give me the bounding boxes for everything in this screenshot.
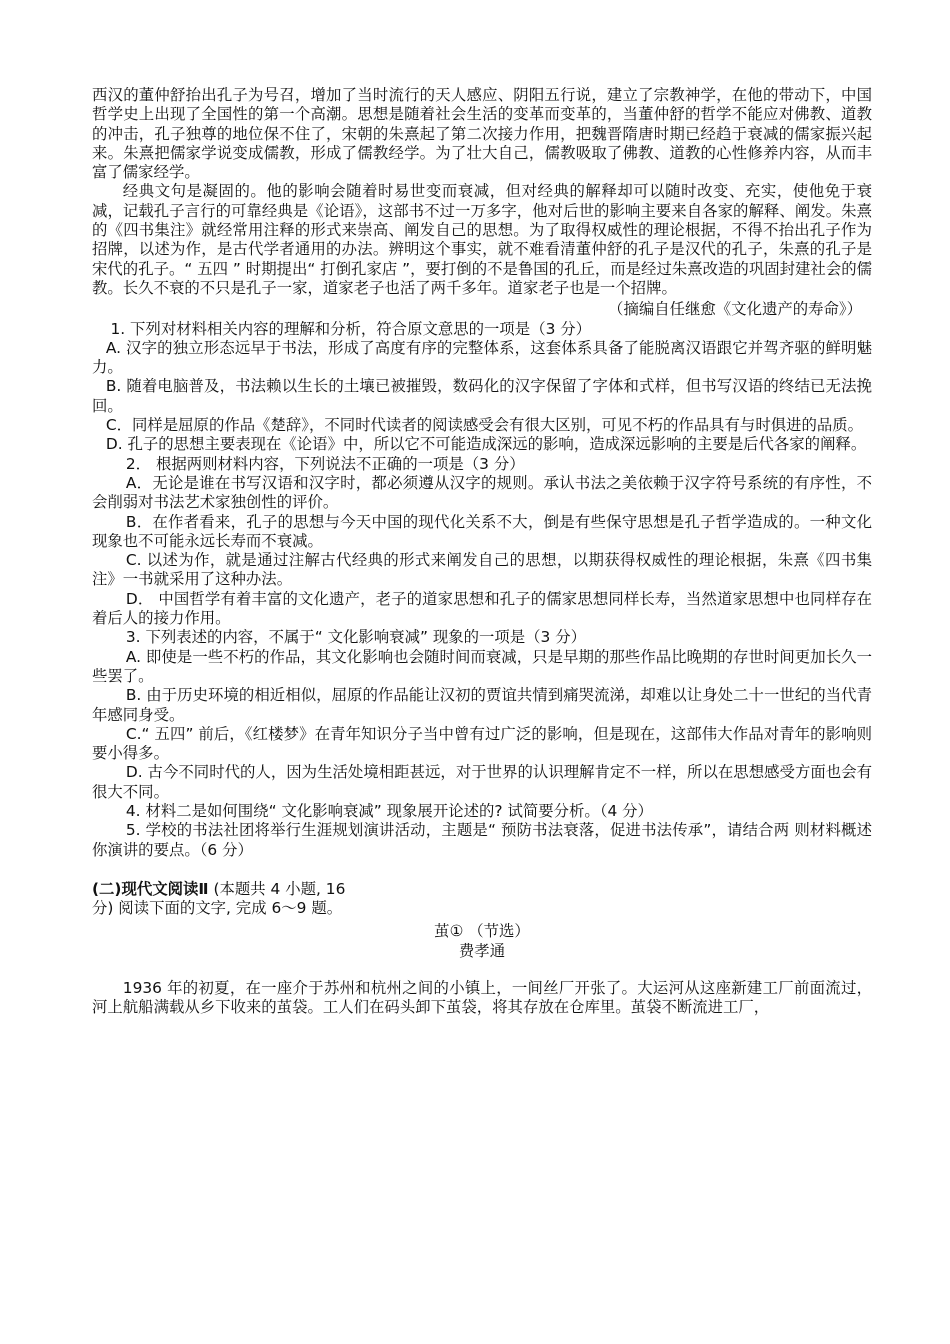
passage-citation: （摘编自任继愈《文化遗产的寿命》） bbox=[608, 300, 862, 319]
section-2-heading bbox=[92, 880, 872, 899]
passage-paragraph-1: 西汉的董仲舒抬出孔子为号召，增加了当时流行的天人感应、阴阳五行说，建立了宗教神学，在他的带动下，中国哲学史上出现了全国性的第一个高潮。思想是随着社会生活的变革而变革的，当董仲舒的哲学不能应对佛教、道教的冲击，孔子独尊的地位保不住了，宋朝的朱熹起了第二次接力作用，把魏晋隋唐时期已经趋于衰减的儒家振兴起来。朱熹把儒家学说变成儒教，形成了儒教经学。为了壮大自己，儒教吸取了佛教、道教的心性修养内容，从而丰富了儒家经学。 bbox=[92, 86, 872, 182]
q1-option-b: B. 随着电脑普及，书法赖以生长的土壤已被摧毁，数码化的汉字保留了字体和式样，但书写汉语的终结已无法挽回。 bbox=[92, 377, 872, 415]
q5-text: 5. 学校的书法社团将举行生涯规划演讲活动，主题是“ 预防书法衰落，促进书法传承”，请结合两 则材料概述你演讲的要点。（6 分） bbox=[92, 821, 872, 859]
q1-option-d: D. 孔子的思想主要表现在《论语》中，所以它不可能造成深远的影响，造成深远影响的主要是后代各家的阐释。 bbox=[105, 435, 867, 454]
q3-option-b: B. 由于历史环境的相近相似，屈原的作品能让汉初的贾谊共情到痛哭流涕，却难以让身处二十一世纪的当代青年感同身受。 bbox=[92, 686, 872, 724]
document-page bbox=[92, 86, 872, 1018]
q1-option-c: C．同样是屈原的作品《楚辞》，不同时代读者的阅读感受会有很大区别，可见不朽的作品具有与时俱进的品质。 bbox=[105, 416, 864, 435]
article-title: 茧① （节选） bbox=[434, 922, 530, 941]
passage-paragraph-2: 经典文句是凝固的。他的影响会随着时易世变而衰减，但对经典的解释却可以随时改变、充实，使他免于衰减，记载孔子言行的可靠经典是《论语》，这部书不过一万多字，他对后世的影响主要来自各家的解释、阐发。朱熹的《四书集注》就经常用注释的形式来崇高、阐发自己的思想。为了取得权威性的理论根据，不得不抬出孔子作为招牌，以述为作，是古代学者通用的办法。辨明这个事实，就不难看清董仲舒的孔子是汉代的孔子，朱熹的孔子是宋代的孔子。“ 五四 ” 时期提出“ 打倒孔家店 ”，要打倒的不是鲁国的孔丘，而是经过朱熹改造的巩固封建社会的儒教。长久不衰的不只是孔子一家，道家老子也活了两千多年。道家老子也是一个招牌。 bbox=[92, 182, 872, 297]
q3-option-c: C.“ 五四” 前后，《红楼梦》在青年知识分子当中曾有过广泛的影响，但是现在，这部伟大作品对青年的影响则要小得多。 bbox=[92, 724, 872, 763]
section-2-instruction: 分) 阅读下面的文字, 完成 6～9 题。 bbox=[92, 899, 343, 918]
section-2-heading-bold: (二)现代文阅读Ⅱ bbox=[92, 879, 209, 898]
q3-option-d: D. 古今不同时代的人，因为生活处境相距甚远，对于世界的认识理解肯定不一样，所以在思想感受方面也会有很大不同。 bbox=[92, 763, 872, 801]
q2-option-a: A．无论是谁在书写汉语和汉字时，都必须遵从汉字的规则。承认书法之美依赖于汉字符号系统的有序性，不会削弱对书法艺术家独创性的评价。 bbox=[92, 473, 872, 512]
q3-option-a: A. 即使是一些不朽的作品，其文化影响也会随时间而衰减，只是早期的那些作品比晚期的存世时间更加长久一些罢了。 bbox=[92, 647, 872, 685]
article-author: 费孝通 bbox=[458, 941, 506, 960]
q4-text: 4. 材料二是如何围绕“ 文化影响衰减” 现象展开论述的? 试简要分析。（4 分） bbox=[125, 801, 653, 820]
q2-stem: 2． 根据两则材料内容，下列说法不正确的一项是（3 分） bbox=[125, 454, 525, 473]
section-2-heading-rest: (本题共 4 小题, 16 bbox=[208, 879, 346, 898]
q1-stem: 1. 下列对材料相关内容的理解和分析，符合原文意思的一项是（3 分） bbox=[110, 319, 592, 338]
q2-option-c: C. 以述为作，就是通过注解古代经典的形式来阐发自己的思想，以期获得权威性的理论根据，朱熹《四书集注》一书就采用了这种办法。 bbox=[92, 551, 872, 589]
q2-option-d: D． 中国哲学有着丰富的文化遗产，老子的道家思想和孔子的儒家思想同样长寿，当然道家思想中也同样存在着后人的接力作用。 bbox=[92, 589, 872, 628]
q3-stem: 3. 下列表述的内容，不属于“ 文化影响衰减” 现象的一项是（3 分） bbox=[125, 628, 587, 647]
q1-option-a: A. 汉字的独立形态远早于书法，形成了高度有序的完整体系，这套体系具备了能脱离汉语跟它并驾齐驱的鲜明魅力。 bbox=[92, 338, 872, 377]
q2-option-b: B．在作者看来，孔子的思想与今天中国的现代化关系不大，倒是有些保守思想是孔子哲学造成的。一种文化现象也不可能永远长寿而不衰减。 bbox=[92, 512, 872, 550]
article-paragraph-1: 1936 年的初夏，在一座介于苏州和杭州之间的小镇上，一间丝厂开张了。大运河从这座新建工厂前面流过，河上航船满载从乡下收来的茧袋。工人们在码头卸下茧袋，将其存放在仓库里。茧袋不断流进工厂， bbox=[92, 979, 872, 1017]
spacer bbox=[92, 961, 872, 979]
